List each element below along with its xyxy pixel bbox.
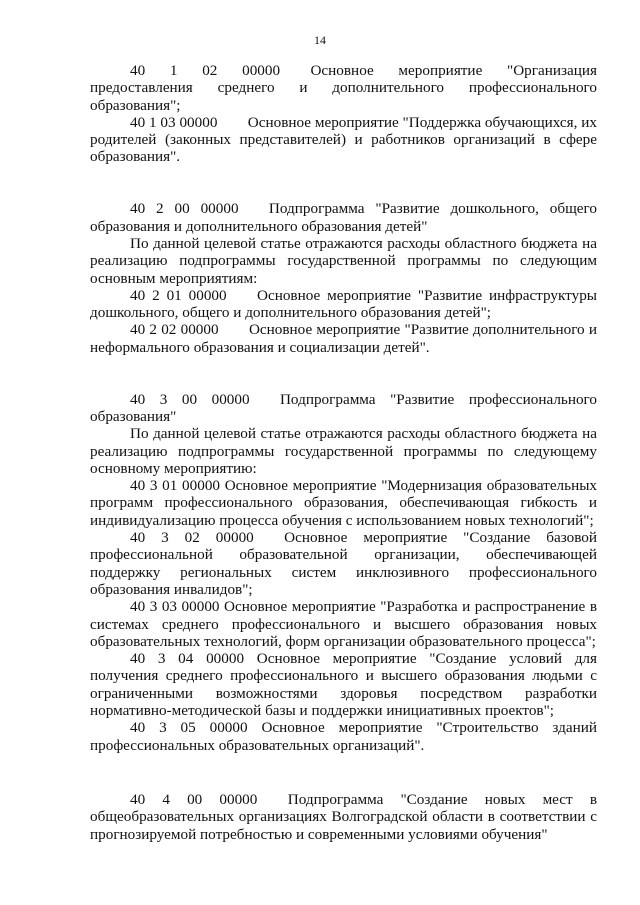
paragraph-intro-40-2: По данной целевой статье отражаются расходы областного бюджета на реализацию подпрограммы государственной программы по следующим основным мероприятиям: xyxy=(90,234,597,287)
section-gap xyxy=(90,373,597,390)
heading-subprogram-40-4: 40 4 00 00000 Подпрограмма "Создание новых мест в общеобразовательных организациях Волгоградской области в соответствии с прогнозируемой потребностью и современными условиями обучения" xyxy=(90,791,597,843)
section-gap xyxy=(90,183,597,200)
document-body xyxy=(90,62,597,843)
section-gap xyxy=(90,771,597,791)
section-gap xyxy=(90,356,597,373)
page-number: 14 xyxy=(314,33,326,47)
section-gap xyxy=(90,166,597,183)
section-gap xyxy=(90,754,597,771)
heading-subprogram-40-3: 40 3 00 00000 Подпрограмма "Развитие профессионального образования" xyxy=(90,390,597,425)
paragraph-40-3-05: 40 3 05 00000 Основное мероприятие "Строительство зданий профессиональных образовательных организаций". xyxy=(90,719,597,754)
paragraph-40-2-01: 40 2 01 00000 Основное мероприятие "Развитие инфраструктуры дошкольного, общего и дополнительного образования детей"; xyxy=(90,286,597,322)
paragraph-40-2-02: 40 2 02 00000 Основное мероприятие "Развитие дополнительного и неформального образования и социализации детей". xyxy=(90,321,597,356)
paragraph-40-3-02: 40 3 02 00000 Основное мероприятие "Создание базовой профессиональной образовательной организации, обеспечивающей поддержку региональных систем инклюзивного профессионального образования инвалидов"; xyxy=(90,529,597,598)
paragraph-40-3-03: 40 3 03 00000 Основное мероприятие "Разработка и распространение в системах среднего профессионального и высшего образования новых образовательных технологий, форм организации образовательного процесса"; xyxy=(90,598,597,650)
paragraph-40-3-04: 40 3 04 00000 Основное мероприятие "Создание условий для получения среднего профессионального и высшего образования людьми с ограниченными возможностями здоровья посредством разработки нормативно-методической базы и поддержки инициативных проектов"; xyxy=(90,650,597,719)
heading-subprogram-40-2: 40 2 00 00000 Подпрограмма "Развитие дошкольного, общего образования и дополнительного образования детей" xyxy=(90,200,597,235)
paragraph-40-1-02: 40 1 02 00000 Основное мероприятие "Организация предоставления среднего и дополнительного профессионального образования"; xyxy=(90,62,597,114)
paragraph-intro-40-3: По данной целевой статье отражаются расходы областного бюджета на реализацию подпрограммы государственной программы по следующему основному мероприятию: xyxy=(90,425,597,477)
paragraph-40-3-01: 40 3 01 00000 Основное мероприятие "Модернизация образовательных программ профессионального образования, обеспечивающая гибкость и индивидуализацию процесса обучения с использованием новых технологий"; xyxy=(90,477,597,529)
paragraph-40-1-03: 40 1 03 00000 Основное мероприятие "Поддержка обучающихся, их родителей (законных представителей) и работников организаций в сфере образования". xyxy=(90,113,597,166)
